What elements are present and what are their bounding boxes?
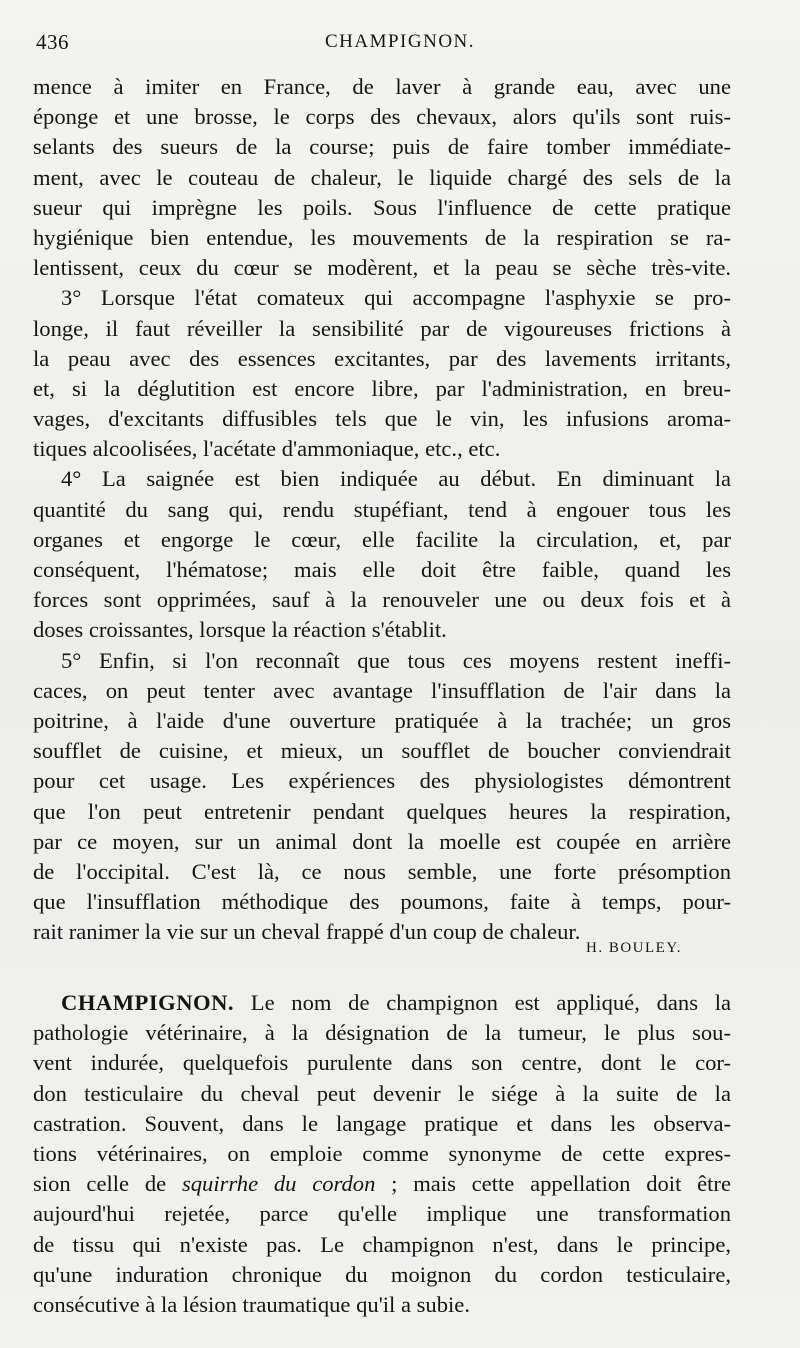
text-line: tions vétérinaires, on emploie comme synonyme de cette expres- xyxy=(33,1140,731,1166)
text-line: qu'une induration chronique du moignon du cordon testiculaire, xyxy=(33,1261,731,1287)
text-line: vent indurée, quelquefois purulente dans son centre, dont le cor- xyxy=(33,1050,731,1076)
text-line: castration. Souvent, dans le langage pratique et dans les observa- xyxy=(33,1110,731,1136)
text-line: mence à imiter en France, de laver à grande eau, avec une xyxy=(33,74,731,99)
text-line: tiques alcoolisées, l'acétate d'ammoniaque, etc., etc. xyxy=(33,436,501,462)
text-line: rait ranimer la vie sur un cheval frappé d'un coup de chaleur. xyxy=(33,919,581,945)
entry-first-line-text: Le nom de champignon est appliqué, dans la xyxy=(234,990,731,1015)
text-line: de tissu qui n'existe pas. Le champignon n'est, dans le principe, xyxy=(33,1231,731,1257)
text-line: que l'insufflation méthodique des poumons, faite à temps, pour- xyxy=(33,889,731,915)
text-line: caces, on peut tenter avec avantage l'insufflation de l'air dans la xyxy=(33,677,731,703)
text-line: quantité du sang qui, rendu stupéfiant, tend à engouer tous les xyxy=(33,496,731,522)
author-signature: H. BOULEY. xyxy=(586,940,682,956)
text-line: organes et engorge le cœur, elle facilite la circulation, et, par xyxy=(33,526,731,552)
text-line: doses croissantes, lorsque la réaction s'établit. xyxy=(33,617,447,643)
text-line: par ce moyen, sur un animal dont la moelle est coupée en arrière xyxy=(33,828,731,854)
text-line: don testiculaire du cheval peut devenir le siége à la suite de la xyxy=(33,1080,731,1106)
text-line: et, si la déglutition est encore libre, par l'administration, en breu- xyxy=(33,375,731,401)
text-line: lentissent, ceux du cœur se modèrent, et la peau se sèche très-vite. xyxy=(33,255,731,281)
text-line: 5° Enfin, si l'on reconnaît que tous ces moyens restent ineffi- xyxy=(61,647,731,673)
text-line-with-italic xyxy=(33,1169,731,1199)
text-line: pathologie vétérinaire, à la désignation de la tumeur, le plus sou- xyxy=(33,1020,731,1046)
text-line: forces sont opprimées, sauf à la renouveler une ou deux fois et à xyxy=(33,587,731,613)
text-line: la peau avec des essences excitantes, par des lavements irritants, xyxy=(33,345,731,371)
italic-line-start: sion celle de xyxy=(33,1171,182,1197)
text-line: éponge et une brosse, le corps des chevaux, alors qu'ils sont ruis- xyxy=(33,104,731,130)
page-header xyxy=(36,30,764,62)
italic-line-end: ; mais cette appellation doit être xyxy=(375,1171,731,1197)
text-line: 4° La saignée est bien indiquée au début. En diminuant la xyxy=(61,466,731,492)
running-head: CHAMPIGNON. xyxy=(324,31,476,52)
text-line: aujourd'hui rejetée, parce qu'elle implique une transformation xyxy=(33,1201,731,1227)
text-line: pour cet usage. Les expériences des physiologistes démontrent xyxy=(33,768,731,794)
text-line: sueur qui imprègne les poils. Sous l'influence de cette pratique xyxy=(33,194,731,220)
text-line: poitrine, à l'aide d'une ouverture pratiquée à la trachée; un gros xyxy=(33,707,731,733)
text-line: longe, il faut réveiller la sensibilité par de vigoureuses frictions à xyxy=(33,315,731,341)
text-line: de l'occipital. C'est là, ce nous semble, une forte présomption xyxy=(33,858,731,884)
italic-term: squirrhe du cordon xyxy=(181,1171,376,1197)
entry-headword: CHAMPIGNON. xyxy=(61,990,235,1015)
dictionary-entry xyxy=(33,988,731,1320)
text-line: conséquent, l'hématose; mais elle doit être faible, quand les xyxy=(33,557,731,582)
text-line: selants des sueurs de la course; puis de faire tomber immédiate- xyxy=(33,134,731,160)
text-line: soufflet de cuisine, et mieux, un soufflet de boucher conviendrait xyxy=(33,738,731,764)
entry-first-line xyxy=(33,988,731,1018)
text-line: ment, avec le couteau de chaleur, le liquide chargé des sels de la xyxy=(33,164,731,190)
text-line: que l'on peut entretenir pendant quelques heures la respiration, xyxy=(33,798,731,824)
page-number: 436 xyxy=(36,30,69,54)
text-line: vages, d'excitants diffusibles tels que le vin, les infusions aroma- xyxy=(33,406,731,432)
body-text xyxy=(33,72,731,947)
text-line: hygiénique bien entendue, les mouvements de la respiration se ra- xyxy=(33,224,731,250)
text-line: consécutive à la lésion traumatique qu'il a subie. xyxy=(33,1291,470,1317)
text-line: 3° Lorsque l'état comateux qui accompagne l'asphyxie se pro- xyxy=(61,285,731,311)
